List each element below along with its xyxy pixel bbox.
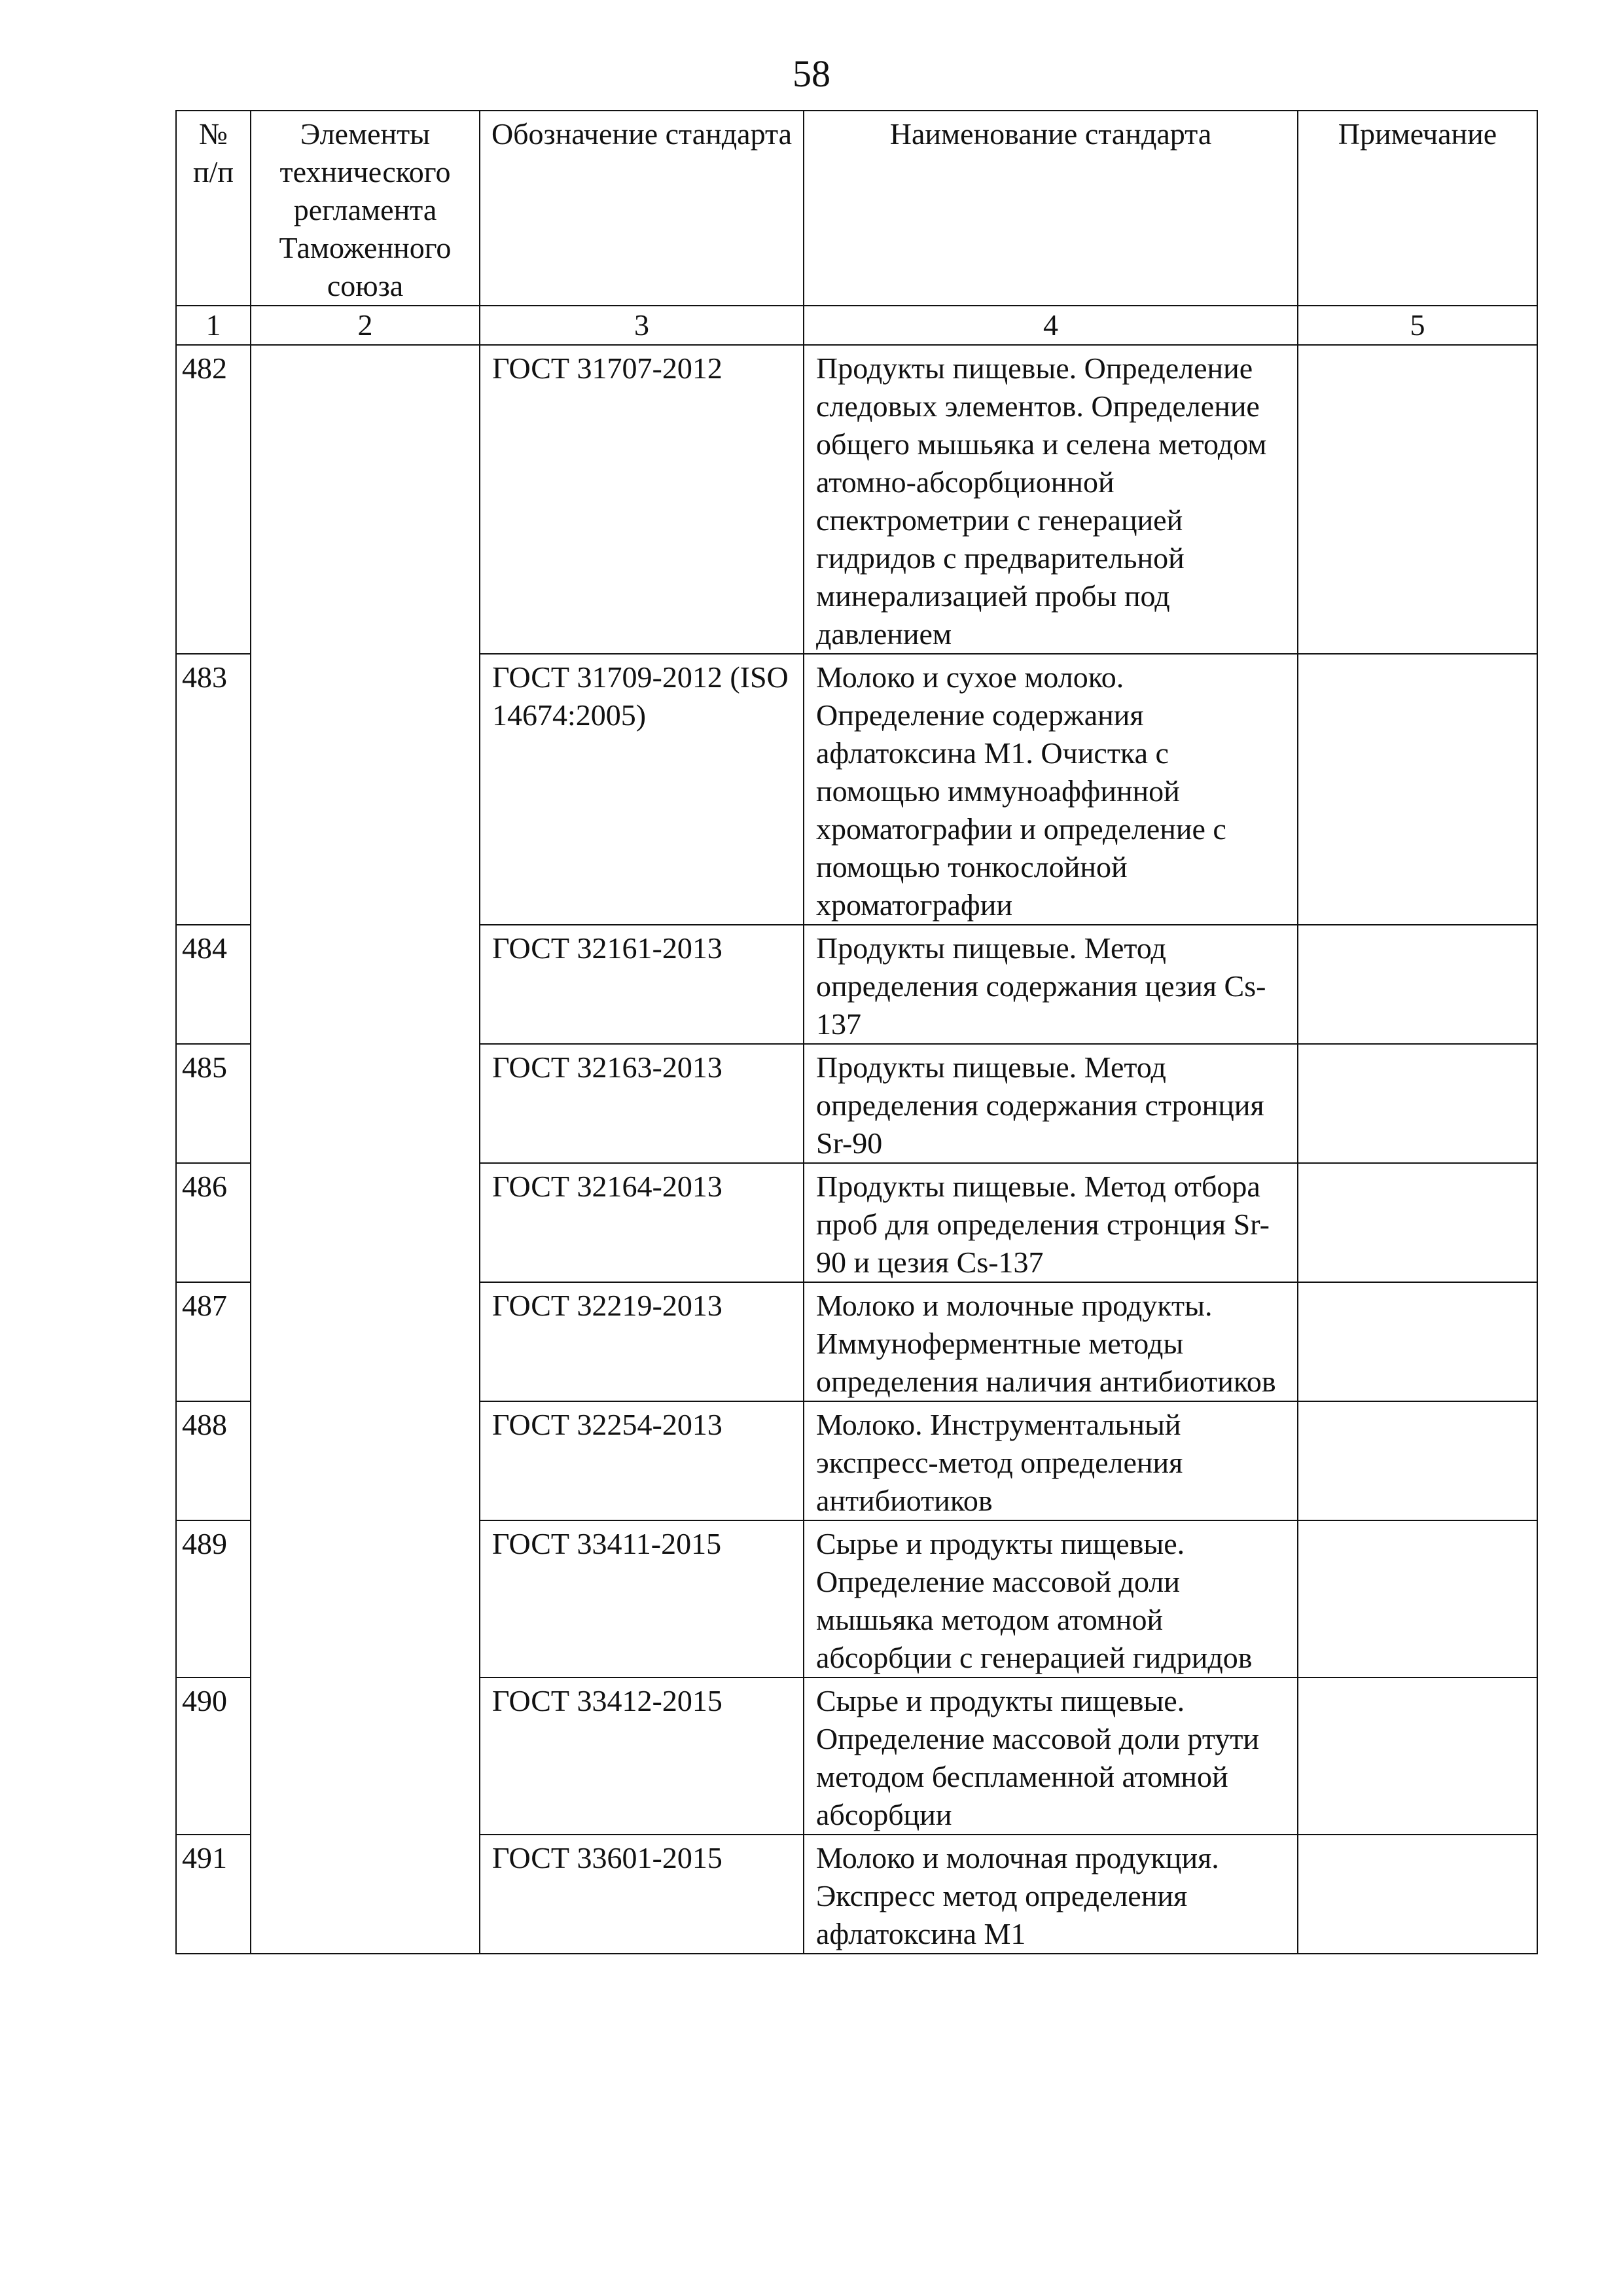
standard-code: ГОСТ 32163-2013 [480,1044,804,1163]
standard-code: ГОСТ 32219-2013 [480,1282,804,1401]
header-regulation-elements: Элементы технического регламента Таможенного союза [251,111,480,306]
column-number: 3 [480,306,804,345]
standard-name: Сырье и продукты пищевые. Определение массовой доли ртути методом беспламенной атомной абсорбции [804,1677,1298,1835]
standard-name: Молоко и молочные продукты. Иммуноферментные методы определения наличия антибиотиков [804,1282,1298,1401]
standard-code: ГОСТ 32161-2013 [480,925,804,1044]
note-cell [1298,1520,1537,1677]
note-cell [1298,1677,1537,1835]
row-number: 490 [176,1677,251,1835]
column-number: 1 [176,306,251,345]
standard-code: ГОСТ 32164-2013 [480,1163,804,1282]
column-number: 4 [804,306,1298,345]
note-cell [1298,1282,1537,1401]
note-cell [1298,1163,1537,1282]
standard-name: Продукты пищевые. Определение следовых элементов. Определение общего мышьяка и селена методом атомно-абсорбционной спектрометрии с генерацией гидридов с предварительной минерализацией пробы под давлением [804,345,1298,654]
standard-code: ГОСТ 33412-2015 [480,1677,804,1835]
row-number: 487 [176,1282,251,1401]
standard-name: Продукты пищевые. Метод отбора проб для определения стронция Sr-90 и цезия Cs-137 [804,1163,1298,1282]
column-number: 5 [1298,306,1537,345]
standard-name: Продукты пищевые. Метод определения содержания цезия Cs-137 [804,925,1298,1044]
row-number: 486 [176,1163,251,1282]
table-row [176,345,1537,654]
standards-table [175,110,1538,1954]
standard-name: Продукты пищевые. Метод определения содержания стронция Sr-90 [804,1044,1298,1163]
standard-name: Сырье и продукты пищевые. Определение массовой доли мышьяка методом атомной абсорбции с генерацией гидридов [804,1520,1298,1677]
note-cell [1298,1835,1537,1954]
column-number-row [176,306,1537,345]
header-note: Примечание [1298,111,1537,306]
page-number: 58 [793,52,830,95]
note-cell [1298,1401,1537,1520]
regulation-elements-cell [251,345,480,1954]
note-cell [1298,654,1537,925]
standard-code: ГОСТ 33601-2015 [480,1835,804,1954]
standard-name: Молоко. Инструментальный экспресс-метод определения антибиотиков [804,1401,1298,1520]
standard-code: ГОСТ 32254-2013 [480,1401,804,1520]
note-cell [1298,345,1537,654]
note-cell [1298,1044,1537,1163]
standard-code: ГОСТ 33411-2015 [480,1520,804,1677]
header-standard-designation: Обозначение стандарта [480,111,804,306]
standard-code: ГОСТ 31709-2012 (ISO 14674:2005) [480,654,804,925]
row-number: 482 [176,345,251,654]
standard-code: ГОСТ 31707-2012 [480,345,804,654]
standard-name: Молоко и сухое молоко. Определение содержания афлатоксина M1. Очистка с помощью иммуноаффинной хроматографии и определение с помощью тонкослойной хроматографии [804,654,1298,925]
standard-name: Молоко и молочная продукция. Экспресс метод определения афлатоксина M1 [804,1835,1298,1954]
column-number: 2 [251,306,480,345]
row-number: 488 [176,1401,251,1520]
row-number: 489 [176,1520,251,1677]
header-row [176,111,1537,306]
note-cell [1298,925,1537,1044]
header-standard-name: Наименование стандарта [804,111,1298,306]
row-number: 484 [176,925,251,1044]
row-number: 485 [176,1044,251,1163]
header-number: № п/п [176,111,251,306]
row-number: 491 [176,1835,251,1954]
row-number: 483 [176,654,251,925]
